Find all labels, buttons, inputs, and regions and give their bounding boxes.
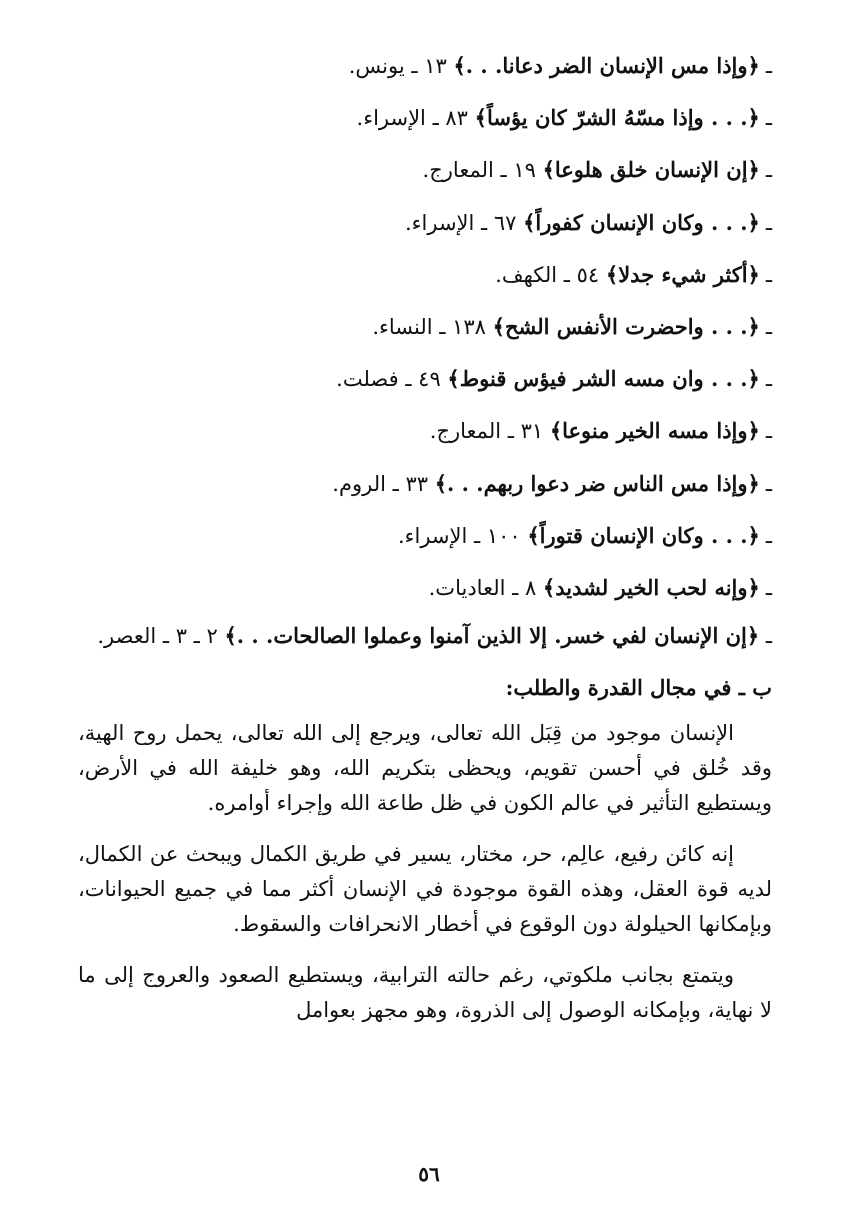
verse-reference: ٥٤ ـ الكهف. bbox=[495, 262, 600, 287]
verse-quote: ﴿وإنه لحب الخير لشديد﴾ bbox=[542, 574, 760, 600]
verse-quote: ﴿. . . وإذا مسّهُ الشرّ كان يؤساً﴾ bbox=[474, 105, 760, 131]
verse-reference: ١٩ ـ المعارج. bbox=[422, 158, 536, 183]
verse-item bbox=[78, 144, 772, 196]
verse-quote: ﴿وإذا مس الإنسان الضر دعانا. . .﴾ bbox=[453, 53, 760, 78]
verse-quote: ﴿إن الإنسان لفي خسر. إلا الذين آمنوا وعملوا الصالحات. . .﴾ bbox=[224, 623, 760, 649]
verse-reference: ٨ ـ العاديات. bbox=[428, 575, 537, 600]
bullet-dash: ـ bbox=[765, 210, 772, 235]
verse-quote: ﴿وإذا مسه الخير منوعا﴾ bbox=[549, 418, 760, 444]
verse-item bbox=[78, 458, 772, 510]
verse-reference: ٢ ـ ٣ ـ العصر. bbox=[97, 624, 218, 649]
verse-quote: ﴿. . . وكان الإنسان قتوراً﴾ bbox=[527, 522, 760, 548]
bullet-dash: ـ bbox=[765, 158, 772, 183]
body-paragraph: إنه كائن رفيع، عالِم، حر، مختار، يسير في طريق الكمال ويبحث عن الكمال، لديه قوة العقل، وهذه القوة موجودة في الإنسان أكثر مما في جميع الحيوانات، وبإمكانها الحيلولة دون الوقوع في أخطار الانحرافات والسقوط. bbox=[78, 842, 772, 937]
bullet-dash: ـ bbox=[765, 262, 772, 287]
section-heading: ب ـ في مجال القدرة والطلب: bbox=[505, 675, 772, 701]
verse-item-long bbox=[78, 618, 772, 654]
bullet-dash: ـ bbox=[765, 575, 772, 600]
verse-quote: ﴿أكثر شيء جدلا﴾ bbox=[605, 261, 760, 287]
verse-item bbox=[78, 197, 772, 249]
verse-item bbox=[78, 405, 772, 457]
verse-list bbox=[78, 40, 772, 614]
verse-reference: ١٣ ـ يونس. bbox=[348, 54, 447, 78]
verse-item bbox=[78, 562, 772, 614]
verse-reference: ١٣٨ ـ النساء. bbox=[372, 314, 486, 339]
page-body bbox=[78, 40, 772, 1224]
verse-quote: ﴿وإذا مس الناس ضر دعوا ربهم. . .﴾ bbox=[434, 470, 760, 496]
verse-reference: ٨٣ ـ الإسراء. bbox=[356, 106, 468, 131]
bullet-dash: ـ bbox=[765, 523, 772, 548]
verse-reference: ٣٣ ـ الروم. bbox=[332, 471, 429, 496]
bullet-dash: ـ bbox=[765, 106, 772, 131]
bullet-dash: ـ bbox=[765, 367, 772, 392]
bullet-dash: ـ bbox=[765, 314, 772, 339]
verse-reference: ٤٩ ـ فصلت. bbox=[336, 367, 441, 392]
bullet-dash: ـ bbox=[765, 54, 772, 78]
bullet-dash: ـ bbox=[765, 624, 772, 649]
body-paragraph: ويتمتع بجانب ملكوتي، رغم حالته الترابية، ويستطيع الصعود والعروج إلى ما لا نهاية، وبإمكانه الوصول إلى الذروة، وهو مجهز بعوامل bbox=[78, 963, 772, 1023]
verse-reference: ٦٧ ـ الإسراء. bbox=[404, 210, 517, 235]
verse-quote: ﴿. . . وان مسه الشر فيؤس قنوط﴾ bbox=[447, 366, 760, 392]
verse-reference: ١٠٠ ـ الإسراء. bbox=[397, 523, 521, 548]
body-paragraph: الإنسان موجود من قِبَل الله تعالى، ويرجع إلى الله تعالى، يحمل روح الهية، وقد خُلق في أحسن تقويم، ويحظى بتكريم الله، وهو خليفة الله في الأرض، ويستطيع التأثير في عالم الكون في ظل طاعة الله وإجراء أوامره. bbox=[78, 721, 772, 816]
verse-item bbox=[78, 353, 772, 405]
verse-reference: ٣١ ـ المعارج. bbox=[429, 419, 544, 444]
verse-quote: ﴿إن الإنسان خلق هلوعا﴾ bbox=[542, 157, 760, 183]
verse-item bbox=[78, 92, 772, 144]
bullet-dash: ـ bbox=[765, 471, 772, 496]
bullet-dash: ـ bbox=[765, 419, 772, 444]
verse-quote: ﴿. . . وكان الإنسان كفوراً﴾ bbox=[523, 209, 760, 235]
verse-item bbox=[78, 249, 772, 301]
verse-item bbox=[78, 301, 772, 353]
verse-quote: ﴿. . . واحضرت الأنفس الشح﴾ bbox=[492, 313, 760, 339]
verse-item bbox=[78, 40, 772, 92]
page-number: ٥٦ bbox=[418, 1162, 440, 1186]
verse-item bbox=[78, 510, 772, 562]
